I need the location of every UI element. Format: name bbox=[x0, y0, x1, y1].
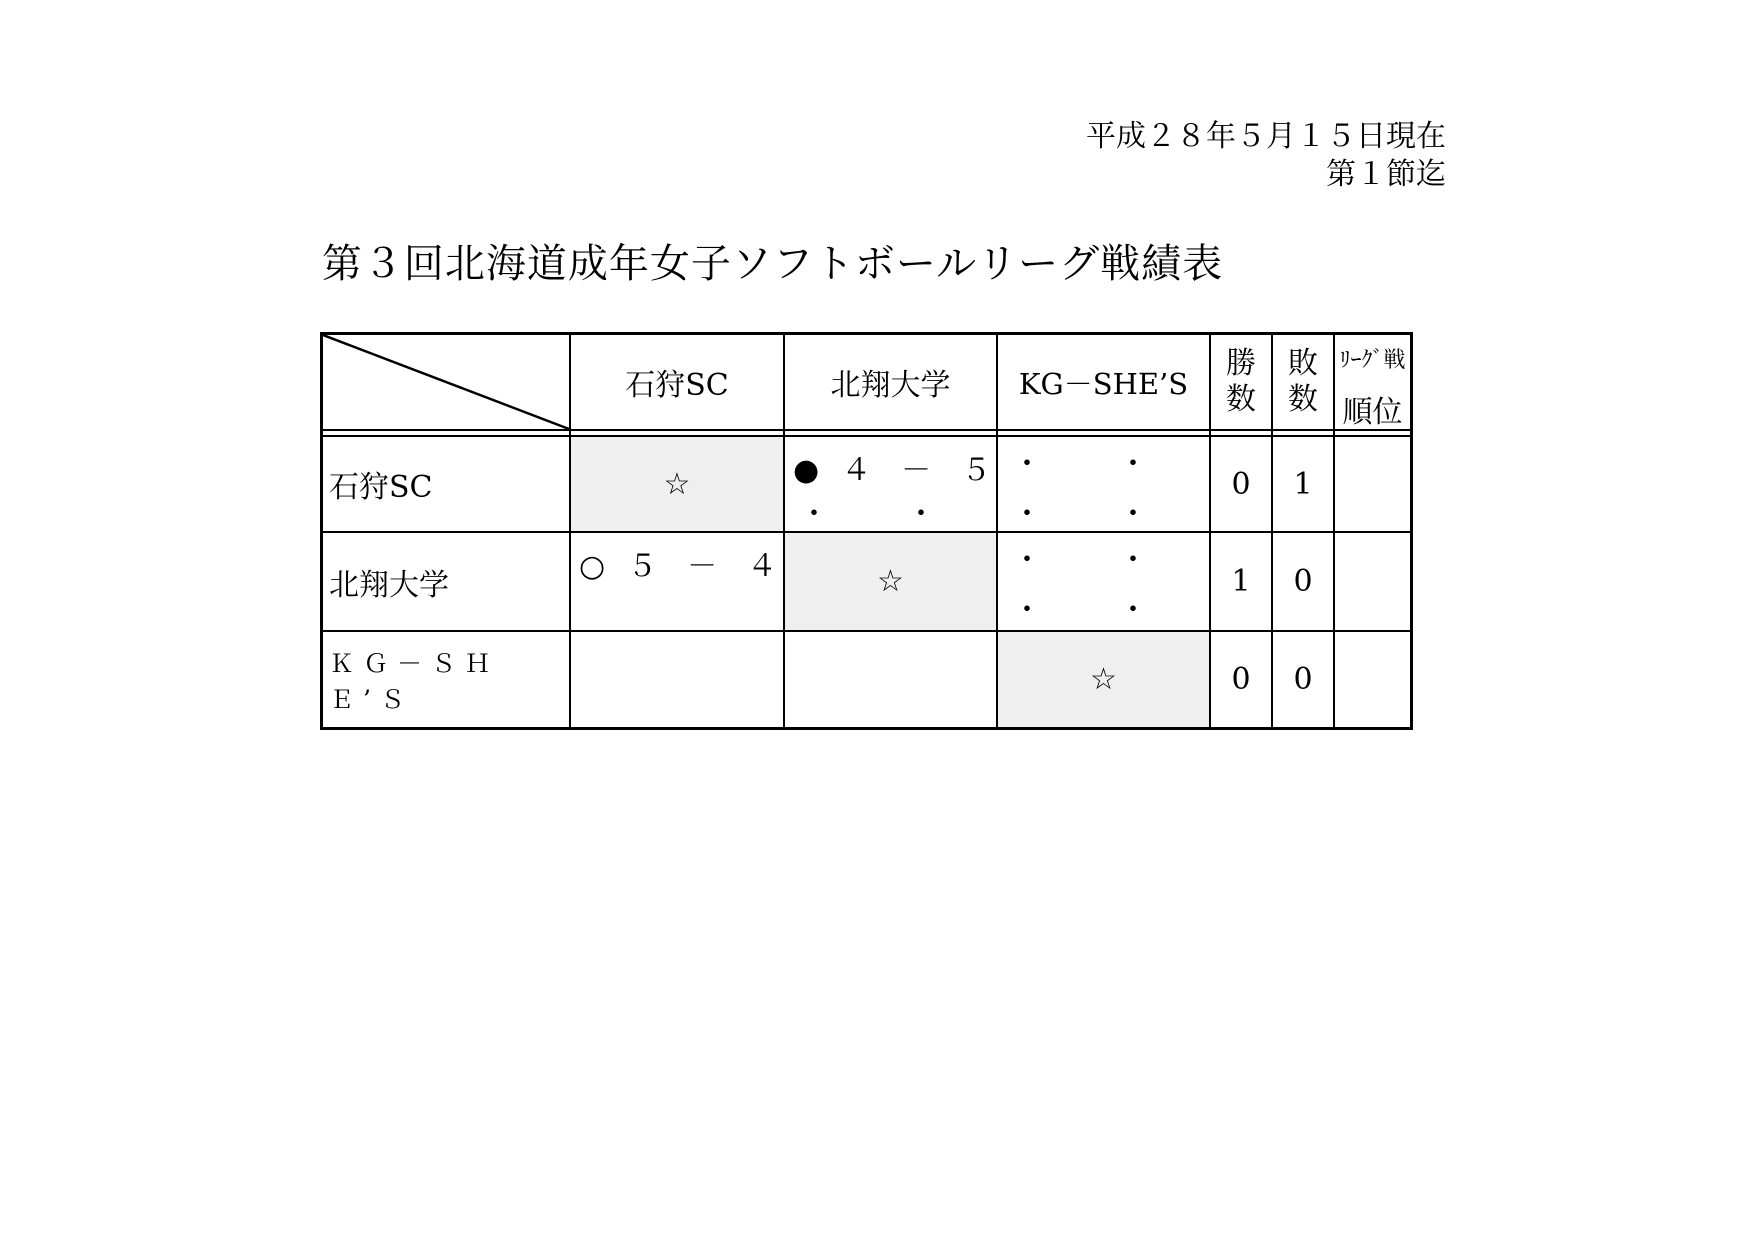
col-header-ishikari: 石狩SC bbox=[625, 368, 729, 403]
dot: ・ bbox=[799, 497, 829, 532]
win-mark: ○ bbox=[579, 549, 606, 584]
date-block bbox=[1086, 118, 1446, 194]
match-result-ishikari-vs-kg bbox=[998, 437, 1209, 531]
round-line: 第１節迄 bbox=[1326, 157, 1446, 192]
rank-header-top: ﾘｰｸﾞ戦 bbox=[1339, 348, 1406, 373]
score: ４ － ５ bbox=[841, 453, 992, 488]
dot: ・ bbox=[1012, 497, 1042, 532]
losses-value: 0 bbox=[1293, 564, 1313, 599]
row-header-ishikari: 石狩SC bbox=[329, 470, 433, 505]
match-result-ishikari-vs-hokusho bbox=[785, 437, 996, 531]
rank-header-bottom: 順位 bbox=[1342, 395, 1403, 430]
losses-value: 0 bbox=[1293, 662, 1313, 697]
self-match-mark: ☆ bbox=[1090, 662, 1117, 697]
dot: ・ bbox=[1118, 543, 1148, 578]
corner-diagonal bbox=[323, 335, 571, 431]
dot: ・ bbox=[906, 497, 936, 532]
self-match-mark: ☆ bbox=[663, 466, 691, 502]
match-result-hokusho-vs-kg bbox=[998, 533, 1209, 630]
wins-header: 勝 数 bbox=[1226, 346, 1256, 417]
dot: ・ bbox=[1118, 447, 1148, 482]
rank-header bbox=[1335, 335, 1410, 429]
date-line: 平成２８年５月１５日現在 bbox=[1086, 119, 1446, 154]
losses-value: 1 bbox=[1293, 466, 1313, 502]
score: ５ － ４ bbox=[627, 549, 778, 584]
dot: ・ bbox=[1012, 543, 1042, 578]
dot: ・ bbox=[1118, 497, 1148, 532]
results-table bbox=[320, 332, 1413, 730]
self-match-mark: ☆ bbox=[877, 564, 904, 599]
match-result-hokusho-vs-ishikari bbox=[571, 533, 783, 630]
wins-value: 0 bbox=[1231, 466, 1251, 502]
col-header-hokusho: 北翔大学 bbox=[830, 368, 951, 403]
wins-value: 1 bbox=[1231, 564, 1251, 599]
losses-header: 敗 数 bbox=[1288, 346, 1318, 417]
row-header-hokusho: 北翔大学 bbox=[329, 567, 449, 603]
loss-mark: ● bbox=[793, 453, 820, 488]
col-header-kg-shes: KG－SHE’S bbox=[1018, 366, 1189, 401]
wins-value: 0 bbox=[1231, 662, 1251, 697]
page-title: 第３回北海道成年女子ソフトボールリーグ戦績表 bbox=[321, 241, 1224, 287]
dot: ・ bbox=[1012, 593, 1042, 628]
dot: ・ bbox=[1012, 447, 1042, 482]
row-header-kg-shes: ＫＧ－ＳＨＥ’Ｓ bbox=[329, 648, 500, 714]
dot: ・ bbox=[1118, 593, 1148, 628]
